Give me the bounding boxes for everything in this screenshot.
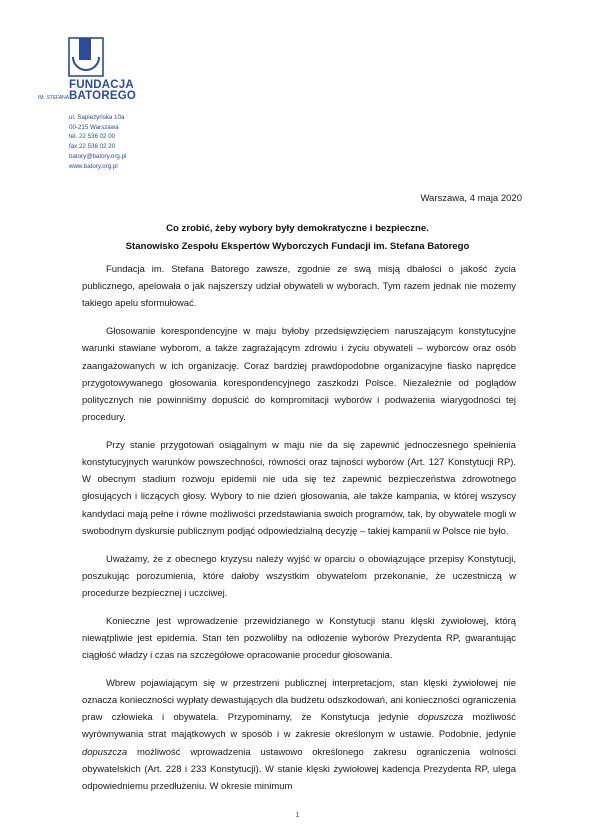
logo-text-im-stefana: IM. STEFANA (38, 95, 70, 101)
paragraph-6-emphasis-2: dopuszcza (82, 746, 128, 758)
paragraph-4: Uważamy, że z obecnego kryzysu należy wyjść w oparciu o obowiązujące przepisy Konstytucji, poszukując porozumienia, które dałoby wszystkim obywatelom przekonanie, że uczestniczą w procedurze bezpiecznej i uczciwej. (82, 553, 516, 599)
logo-mark-icon (68, 37, 104, 77)
contact-street: ul. Sapieżyńska 10a (69, 114, 125, 121)
letter-date: Warszawa, 4 maja 2020 (420, 193, 522, 204)
contact-phone: tel. 22 536 02 00 (69, 133, 116, 141)
page-number: 1 (295, 812, 300, 819)
paragraph-6-part-a: Wbrew pojawiającym się w przestrzeni publicznej interpretacjom, stan klęski żywiołowej nie oznacza konieczności wypłaty dewastujących dla budżetu odszkodowań, ani konieczności ograniczenia praw człowieka i obywatela. Przypominamy, że Konstytucja jedynie (82, 677, 516, 724)
paragraph-5: Konieczne jest wprowadzenie przewidzianego w Konstytucji stanu klęski żywiołowej, którą niewątpliwie jest epidemia. Stan ten pozwoliłby na odłożenie wyborów Prezydenta RP, gwarantując ciągłość władzy i czas na szczegółowe opracowanie procedur głosowania. (82, 615, 516, 662)
document-subtitle: Stanowisko Zespołu Ekspertów Wyborczych Fundacji im. Stefana Batorego (125, 241, 470, 252)
logo-text-fundacja: FUNDACJA (69, 79, 134, 91)
document-body (82, 261, 516, 806)
document-title: Co zrobić, żeby wybory były demokratyczne i bezpieczne. (166, 223, 429, 234)
contact-fax: fax 22 536 02 20 (69, 143, 116, 151)
paragraph-6-part-b: możliwość wyrównywania strat majątkowych w sposób i w zakresie określonym w ustawie. Podobnie, jedynie (82, 712, 516, 741)
contact-website[interactable]: www.batory.org.pl (69, 162, 118, 170)
paragraph-6-emphasis-1: dopuszcza (418, 712, 464, 724)
contact-city: 00-215 Warszawa (69, 123, 119, 131)
contact-email[interactable]: batory@batory.org.pl (69, 152, 127, 160)
paragraph-3: Przy stanie przygotowań osiągalnym w maju nie da się zapewnić jednoczesnego spełnienia konstytucyjnych warunków powszechności, równości oraz tajności wyborów (Art. 127 Konstytucji RP). W obecnym stadium rozwoju epidemii nie uda się też zapewnić bezpieczeństwa zdrowotnego głosujących i liczących głosy. Wybory to nie dzień głosowania, ale także kampania, w której wszyscy kandydaci mają pełne i równe możliwości przedstawiania swoich programów, tak, by obywatele mogli w swobodnym dyskursie publicznym podjąć odpowiedzialną decyzję – takiej kampanii w Polsce nie było. (82, 439, 516, 537)
paragraph-2: Głosowanie korespondencyjne w maju byłoby przedsięwzięciem naruszającym konstytucyjne warunki stawiane wyborom, a także zagrażającym zdrowiu i życiu obywateli – wyborców oraz osób zaangażowanych w ich organizację. Coraz bardziej prawdopodobne organizacyjne fiasko naprędce przygotowywanego głosowania korespondencyjnego zaszkodzi Polsce. Niezależnie od poglądów politycznych nie powinniśmy dopuścić do kompromitacji wyborów i podważenia wiarygodności tej procedury. (82, 326, 516, 424)
paragraph-1: Fundacja im. Stefana Batorego zawsze, zgodnie ze swą misją dbałości o jakość życia publicznego, apelowała o jak najszerszy udział obywateli w wyborach. Tym razem jednak nie możemy takiego apelu sformułować. (82, 264, 516, 310)
logo-text-batorego: BATOREGO (69, 90, 136, 102)
paragraph-6-part-c: możliwość wprowadzenia ustawowo określonego zakresu ograniczenia wolności obywatelskich (Art. 228 i 233 Konstytucji). W stanie klęski żywiołowej kadencja Prezydenta RP, ulega odpowiedniemu przedłużeniu. W okresie minimum (82, 746, 516, 792)
contact-block (69, 113, 126, 171)
foundation-logo (38, 37, 138, 107)
paragraph-6 (82, 675, 516, 795)
